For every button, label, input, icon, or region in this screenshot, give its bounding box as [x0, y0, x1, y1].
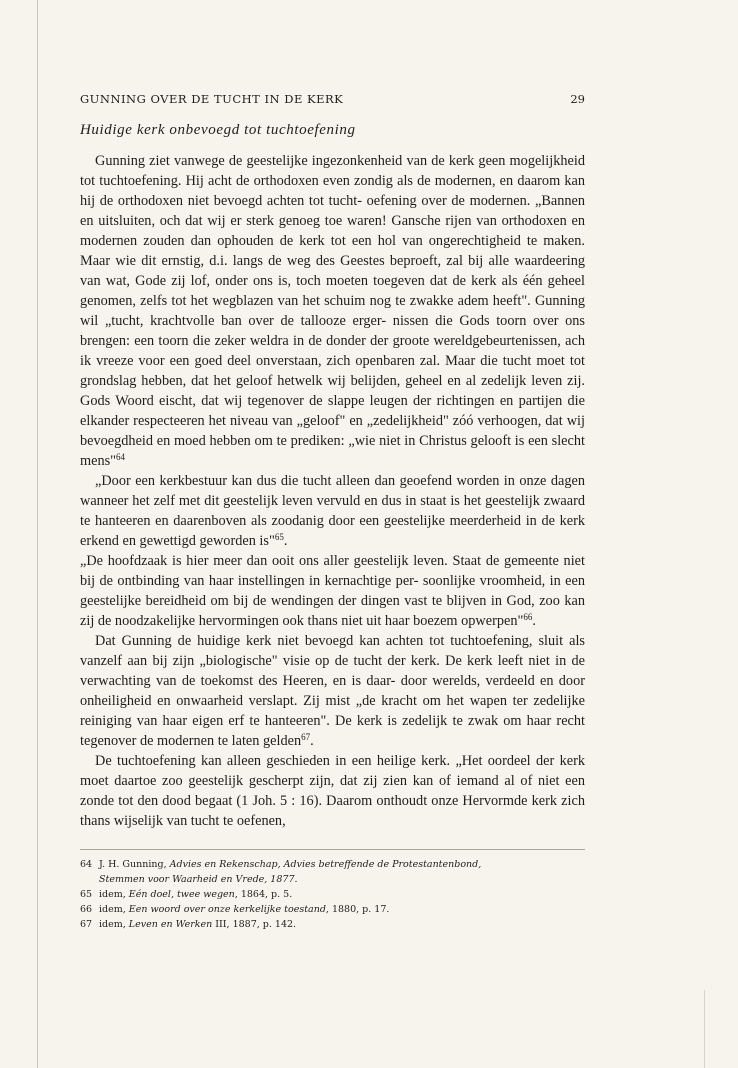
running-head-title: GUNNING OVER DE TUCHT IN DE KERK: [80, 92, 344, 106]
footnote: [80, 857, 585, 872]
body-text: [80, 151, 585, 831]
footnotes: [80, 849, 585, 932]
footnote-author: J. H. Gunning,: [99, 859, 170, 870]
paragraph-tail: .: [310, 733, 314, 749]
footnote-author: idem,: [99, 904, 129, 915]
paragraph-text: Gunning ziet vanwege de geestelijke ingezonkenheid van de kerk geen mogelijkheid tot tuchtoefening. Hij acht de orthodoxen even zondig als de modernen, en daarom kan hij de orthodoxen niet bevoegd achten tot tucht- oefening over de modernen. „Bannen en uitsluiten, och dat wij er sterk genoeg toe waren! Gansche rijen van orthodoxen en modernen zouden dan ophouden de kerk tot een hol van ongerechtigheid te maken. Maar wie dit ernstig, d.i. langs de weg des Geestes beproeft, zal bij alle waardeering van wat, Gode zij lof, onder ons is, toch moeten toegeven dat de kerk als één geheel genomen, zelfs tot het wegblazen van het schuim nog te zwakke adem heeft". Gunning wil „tucht, krachtvolle ban over de tallooze erger- nissen die Gods toorn over ons brengen: een toorn die zeker weldra in de donder der groote wereldgebeurtenissen, ach ik vreeze voor een goed deel onverstaan, zich openbaren zal. Maar die tucht moet tot grondslag hebben, dat het geloof hetwelk wij belijden, geheel en al zedelijk leven zij. Gods Woord eischt, dat wij tegenover de slappe leugen der richtingen en partijen die elkander respecteeren het niveau van „geloof" en „zedelijkheid" zóó verhoogen, dat wij bevoegdheid en moed hebben om te prediken: „wie niet in Christus gelooft is een slecht mens": [80, 153, 585, 469]
paragraph-tail: .: [283, 533, 288, 549]
footnote-source: 1880, p. 17.: [328, 904, 390, 915]
paragraph: [80, 471, 585, 551]
footnote-author: idem,: [99, 889, 129, 900]
footnote: [80, 917, 585, 932]
footnote-number: 66: [80, 904, 93, 915]
paragraph-tail: .: [532, 613, 536, 629]
footnote-number: 64: [80, 859, 93, 870]
paragraph-text: Dat Gunning de huidige kerk niet bevoegd kan achten tot tuchtoefening, sluit als vanzelf aan bij zijn „biologische" visie op de tucht der kerk. De kerk leeft niet in de verwachting van de toekomst des Heeren, en is daar- door werelds, verdeeld en door onheiligheid en onwaarheid verslapt. Zij mist „de kracht om het wapen ter zedelijke reiniging van haar eigen erf te hanteeren". De kerk is zedelijk te zwak om haar recht tegenover de modernen te laten gelden: [80, 633, 585, 749]
section-title: Huidige kerk onbevoegd tot tuchtoefening: [80, 122, 356, 138]
running-head: [80, 91, 585, 107]
footnote-source: III, 1887, p. 142.: [212, 919, 297, 930]
footnote-text: [99, 902, 585, 917]
footnote-author: idem,: [99, 919, 129, 930]
paragraph-text: „De hoofdzaak is hier meer dan ooit ons aller geestelijk leven. Staat de gemeente niet bij de ontbinding van haar instellingen in kernachtige per- soonlijke vroomheid, in een geestelijke bereidheid om bij de wendingen der dingen vast te blijven in God, zoo kan zij de noodzakelijke hervormingen ook thans niet uit haar boezem opwerpen": [80, 553, 585, 629]
footnote-number: 67: [80, 919, 93, 930]
footnote-title: Leven en Werken: [128, 919, 213, 930]
footnote-ref[interactable]: 65: [274, 532, 284, 542]
paragraph: [80, 151, 585, 471]
paragraph: [80, 551, 585, 631]
footnote-text: [99, 857, 585, 872]
footnote-text: [99, 887, 585, 902]
paragraph-text: „Door een kerkbestuur kan dus die tucht alleen dan geoefend worden in onze dagen wanneer het zelf met dit geestelijk leven vervuld en dus in staat is het geestelijk zwaard te hanteeren en daarenboven als zoodanig door een geestelijke meerderheid in de kerk erkend en gewettigd geworden is": [80, 473, 585, 549]
footnote-title: Een woord over onze kerkelijke toestand,: [128, 904, 329, 915]
footnote-title-continued: Stemmen voor Waarheid en Vrede, 1877.: [99, 874, 298, 885]
paragraph-text: De tuchtoefening kan alleen geschieden in een heilige kerk. „Het oordeel der kerk moet daartoe zoo geestelijk gescherpt zijn, dat zij zien kan of iemand al of niet een zonde tot den dood begaat (1 Joh. 5 : 16). Daarom onthoudt onze Hervormde kerk zich thans wijselijk van tucht te oefenen,: [80, 753, 585, 829]
page-number: 29: [570, 92, 585, 106]
footnote-ref[interactable]: 67: [301, 732, 311, 742]
paragraph: [80, 631, 585, 751]
paragraph: [80, 751, 585, 831]
footnote-ref[interactable]: 64: [116, 452, 126, 462]
footnote-text: [99, 917, 585, 932]
footnote-title: Advies en Rekenschap, Advies betreffende de Protestantenbond,: [169, 859, 482, 870]
footnote-number: 65: [80, 889, 93, 900]
footnote-continuation: [80, 872, 585, 887]
footnote-ref[interactable]: 66: [523, 612, 533, 622]
scan-edge-right: [704, 990, 705, 1068]
footnote: [80, 887, 585, 902]
footnote-source: 1864, p. 5.: [237, 889, 293, 900]
footnote-title: Eén doel, twee wegen,: [128, 889, 238, 900]
text-block: [80, 91, 585, 932]
scan-edge-left: [37, 0, 38, 1068]
footnote: [80, 902, 585, 917]
